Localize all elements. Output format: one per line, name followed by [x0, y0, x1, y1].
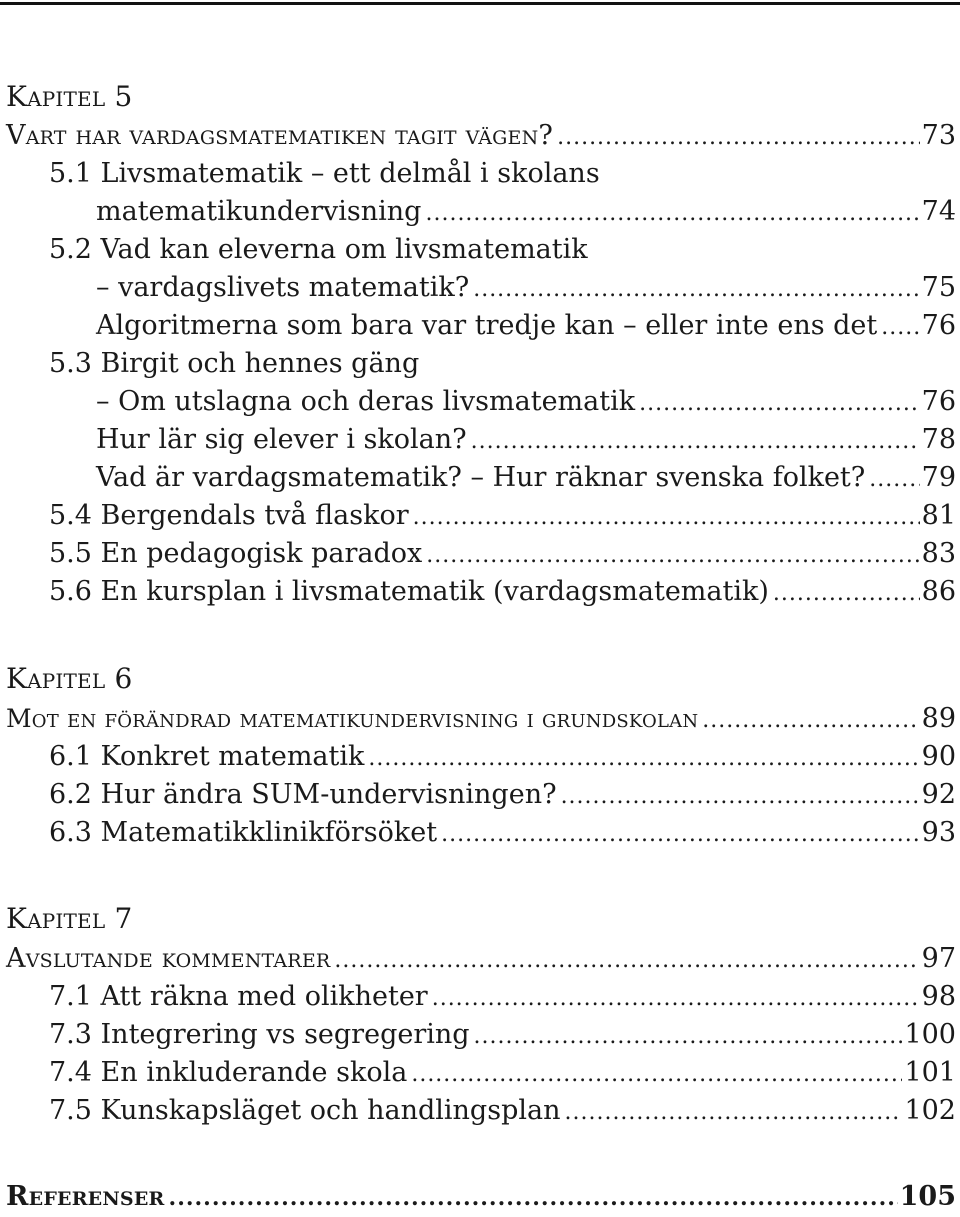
- page-number: 86: [921, 576, 956, 607]
- page-number: 74: [921, 196, 956, 227]
- references-row[interactable]: [6, 1178, 956, 1216]
- chapter-7-title: Avslutande kommentarer: [6, 943, 331, 974]
- toc-entry-text: 7.4 En inkluderande skola: [49, 1057, 408, 1088]
- dot-leader: [881, 307, 919, 347]
- chapter-5-title-row[interactable]: [6, 117, 956, 155]
- page-number: 76: [921, 386, 956, 417]
- toc-entry[interactable]: 5.2 Vad kan eleverna om livsmatematik: [49, 234, 588, 265]
- toc-entry-row[interactable]: [96, 459, 956, 497]
- dot-leader: [334, 940, 919, 980]
- dot-leader: [561, 776, 920, 816]
- chapter-6-title: Mot en förändrad matematikundervisning i grundskolan: [6, 704, 699, 733]
- toc-entry-text: 6.2 Hur ändra SUM-undervisningen?: [49, 779, 557, 810]
- dot-leader: [564, 1092, 902, 1132]
- toc-entry-row[interactable]: [49, 738, 956, 776]
- toc-entry-text: – Om utslagna och deras livsmatematik: [96, 386, 636, 417]
- dot-leader: [169, 1178, 898, 1217]
- toc-entry-row[interactable]: [49, 978, 956, 1016]
- toc-entry-row[interactable]: [96, 421, 956, 459]
- page-number: 90: [921, 741, 956, 772]
- top-rule: [0, 2, 960, 5]
- toc-entry-text: Vad är vardagsmatematik? – Hur räknar svenska folket?: [96, 462, 866, 493]
- toc-entry-row[interactable]: [49, 497, 956, 535]
- page-number: 75: [921, 272, 956, 303]
- toc-entry-text: 7.1 Att räkna med olikheter: [49, 981, 428, 1012]
- page-number: 73: [921, 120, 956, 151]
- toc-entry[interactable]: 5.3 Birgit och hennes gäng: [49, 348, 420, 379]
- toc-entry-row[interactable]: [49, 1016, 956, 1054]
- page-number: 98: [921, 981, 956, 1012]
- toc-entry-text: matematikundervisning: [96, 196, 422, 227]
- dot-leader: [869, 459, 919, 499]
- toc-entry-row[interactable]: [96, 269, 956, 307]
- page-number: 102: [904, 1095, 956, 1126]
- dot-leader: [425, 193, 919, 233]
- dot-leader: [474, 1016, 903, 1056]
- toc-entry-text: 5.5 En pedagogisk paradox: [49, 538, 423, 569]
- chapter-7-title-row[interactable]: [6, 940, 956, 978]
- dot-leader: [773, 573, 920, 613]
- page-number: 78: [921, 424, 956, 455]
- toc-entry-row[interactable]: [96, 193, 956, 231]
- toc-entry-text: 7.3 Integrering vs segregering: [49, 1019, 470, 1050]
- page-number: 89: [921, 703, 956, 734]
- dot-leader: [473, 269, 919, 309]
- chapter-6-title-row[interactable]: [6, 700, 956, 738]
- chapter-6-label: Kapitel 6: [6, 662, 133, 695]
- toc-entry-row[interactable]: [96, 383, 956, 421]
- dot-leader: [411, 1054, 902, 1094]
- page-number: 76: [921, 310, 956, 341]
- toc-entry-row[interactable]: [96, 307, 956, 345]
- dot-leader: [368, 738, 919, 778]
- dot-leader: [426, 535, 919, 575]
- toc-entry-text: Hur lär sig elever i skolan?: [96, 424, 467, 455]
- page-number: 83: [921, 538, 956, 569]
- page-number: 92: [921, 779, 956, 810]
- dot-leader: [702, 700, 919, 740]
- toc-entry-text: 6.1 Konkret matematik: [49, 741, 365, 772]
- toc-entry-row[interactable]: [49, 1092, 956, 1130]
- toc-entry-text: 6.3 Matematikklinikförsöket: [49, 817, 438, 848]
- dot-leader: [639, 383, 920, 423]
- chapter-5-title: Vart har vardagsmatematiken tagit vägen?: [6, 120, 554, 151]
- page-number: 105: [899, 1181, 956, 1212]
- toc-entry-row[interactable]: [49, 776, 956, 814]
- toc-entry-text: – vardagslivets matematik?: [96, 272, 470, 303]
- dot-leader: [471, 421, 920, 461]
- toc-entry-row[interactable]: [49, 1054, 956, 1092]
- toc-entry-text: 5.6 En kursplan i livsmatematik (vardagsmatematik): [49, 576, 769, 607]
- chapter-5-label: Kapitel 5: [6, 80, 133, 113]
- page-number: 81: [921, 500, 956, 531]
- toc-entry[interactable]: 5.1 Livsmatematik – ett delmål i skolans: [49, 158, 600, 189]
- toc-entry-text: Algoritmerna som bara var tredje kan – eller inte ens det: [96, 310, 878, 341]
- page-number: 97: [921, 943, 956, 974]
- references-title: Referenser: [6, 1181, 165, 1212]
- toc-entry-text: 7.5 Kunskapsläget och handlingsplan: [49, 1095, 561, 1126]
- dot-leader: [432, 978, 920, 1018]
- page-number: 93: [921, 817, 956, 848]
- page-number: 79: [921, 462, 956, 493]
- dot-leader: [557, 117, 920, 157]
- toc-entry-row[interactable]: [49, 573, 956, 611]
- dot-leader: [413, 497, 920, 537]
- chapter-7-label: Kapitel 7: [6, 902, 133, 935]
- toc-entry-row[interactable]: [49, 814, 956, 852]
- toc-entry-text: 5.4 Bergendals två flaskor: [49, 500, 409, 531]
- page-number: 100: [904, 1019, 956, 1050]
- page-number: 101: [904, 1057, 956, 1088]
- toc-entry-row[interactable]: [49, 535, 956, 573]
- dot-leader: [441, 814, 920, 854]
